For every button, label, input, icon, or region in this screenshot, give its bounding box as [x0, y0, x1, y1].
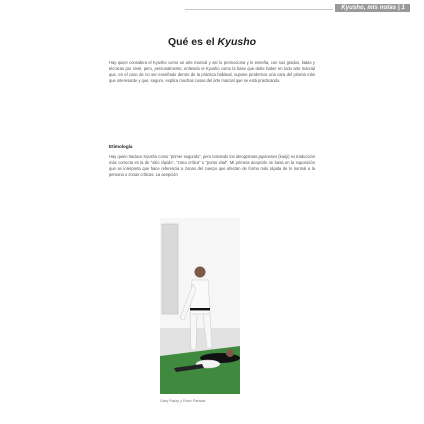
page-title [0, 36, 424, 48]
running-header [335, 4, 410, 12]
title-prefix: Qué es el [167, 36, 218, 48]
section-heading-etymology: Etimología [109, 144, 133, 149]
paragraph-etymology: Hay quien traduce Kyusho como “primer segundo”, pero tomando los ideogramas japoneses (kanji) su traducción más correcta es la de “sitio rápido”, “zona crítica” o “punto vital”. Mi primera acepción se basa en la suposición que se interpreta que hace referencia a zonas del cuerpo que afectan de forma más rápida de lo normal a la persona o zonas críticas. La acepción [109, 154, 315, 178]
running-header-text: Kyusho, mis notas | 1 [341, 5, 405, 11]
photo-illustration [160, 218, 240, 394]
martial-arts-photo [160, 218, 240, 394]
photo-caption: Gary Ratzy y Evan Pantazi. [160, 399, 207, 403]
paragraph-intro: Hay quien considera el Kyusho como un arte marcial y así lo promociona y lo enseña, con sus grados, katas y técnicas por nivel, pero, personalmente, entiendo el Kyusho como la base que debe haber en todo arte marcial que, en el caso de no ser enseñado dentro de la práctica habitual, supone perdernos una cara del prisma más que interesante y que, seguro, explica muchas cosas del arte marcial que se está practicando. [109, 60, 315, 84]
title-emphasis: Kyusho [217, 36, 257, 48]
header-rule [185, 9, 333, 10]
